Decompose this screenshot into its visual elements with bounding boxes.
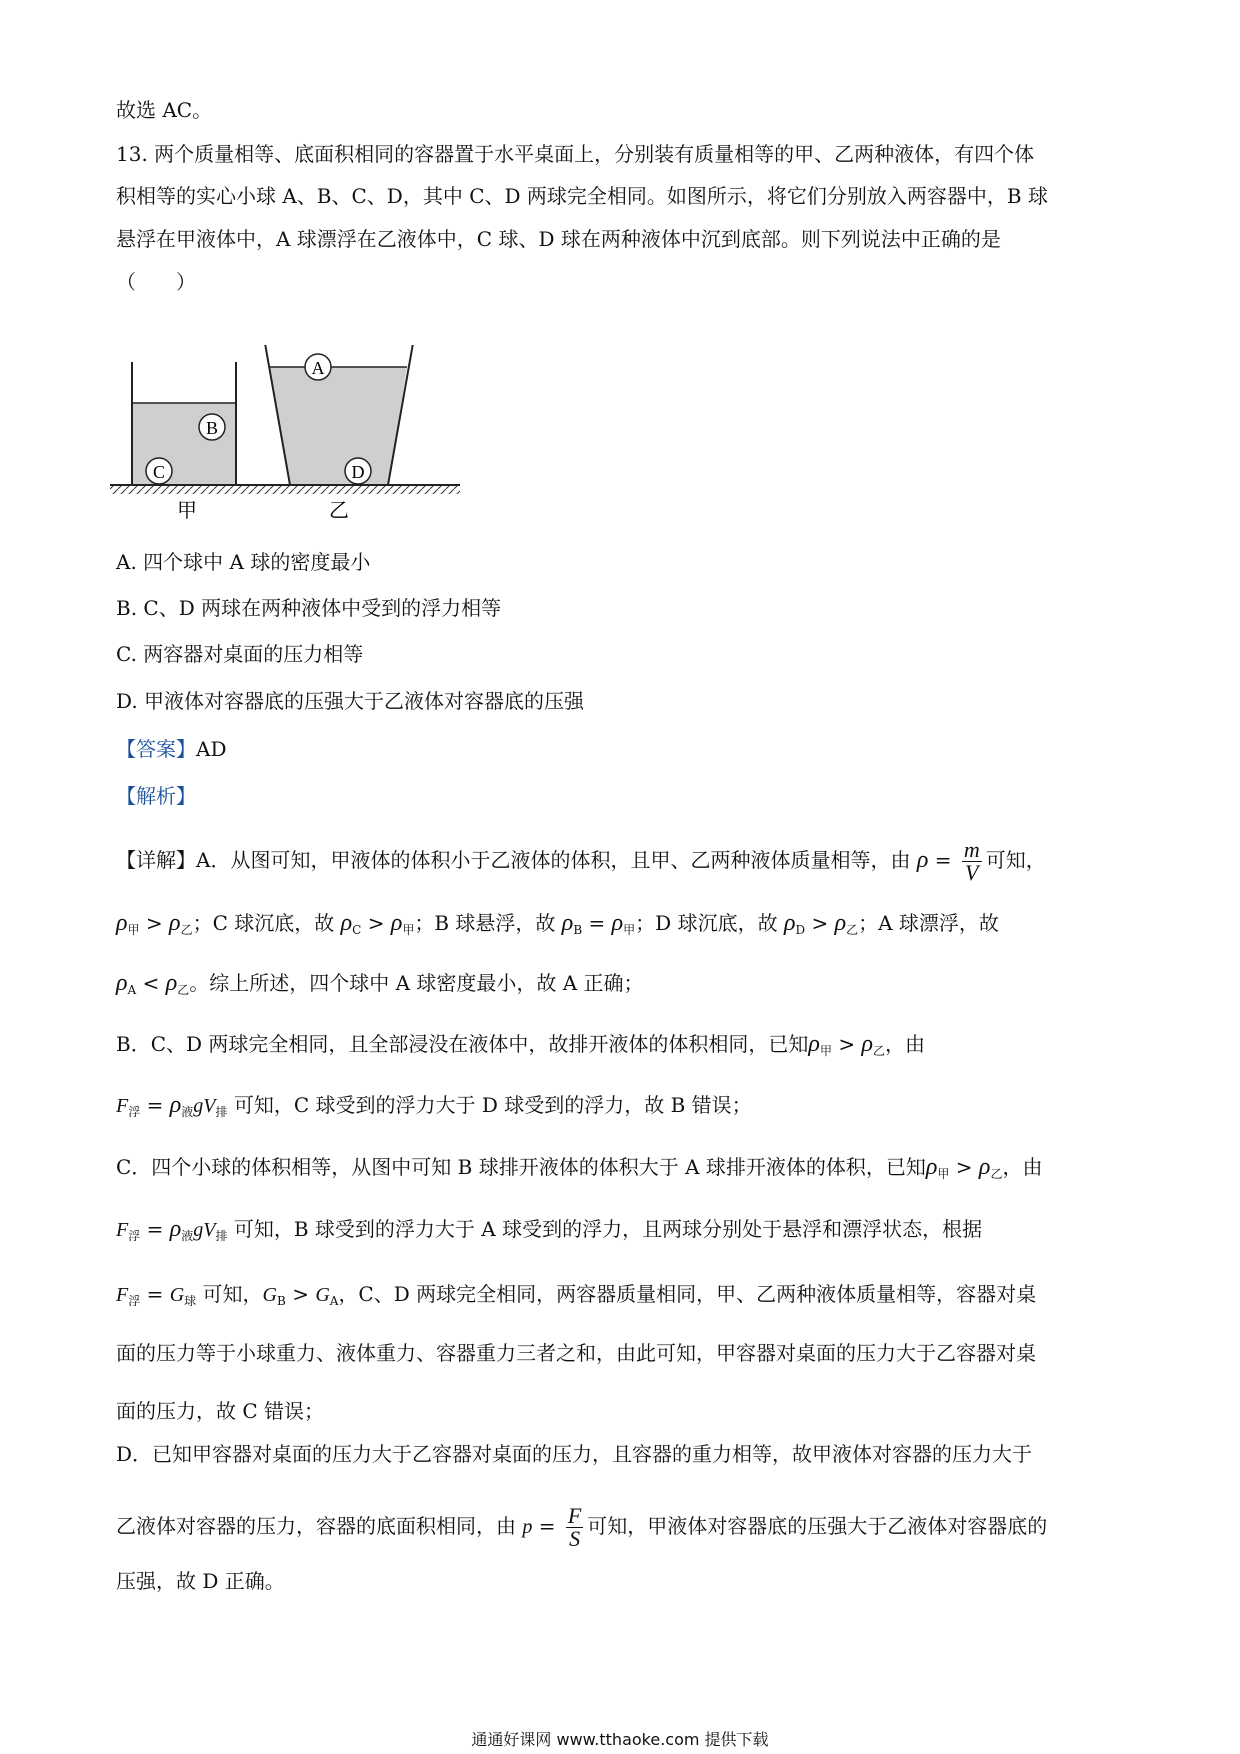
fraction-m-over-v: $\frac{m}{V}$ [963, 837, 980, 885]
answer-label: 【答案】 [116, 737, 196, 761]
detail-a-line-2: $\rho_甲 > \rho_乙$；C 球沉底，故 $\rho_C > \rho_甲$；B 球悬浮，故 $\rho_B = \rho_甲$；D 球沉底，故 $\rho_D > \rho_乙$；A 球漂浮，故 [116, 910, 999, 937]
detail-a-line-3: $\rho_A < \rho_乙$。综上所述，四个球中 A 球密度最小，故 A 正确； [116, 970, 644, 997]
question-line-4: （ ） [116, 270, 196, 294]
ball-b-label: B [205, 418, 219, 438]
ball-c-label: C [152, 462, 166, 482]
container-figure [110, 345, 470, 525]
detail-b-line-1: B．C、D 两球完全相同，且全部浸没在液体中，故排开液体的体积相同，已知$\rho_甲 > \rho_乙$，由 [116, 1031, 925, 1058]
ground-hatch [110, 486, 460, 494]
option-d: D. 甲液体对容器底的压强大于乙液体对容器底的压强 [116, 689, 585, 713]
fraction-f-over-s: $\frac{F}{S}$ [567, 1503, 582, 1551]
label-yi: 乙 [329, 498, 349, 522]
footer-source: 通通好课网 www.tthaoke.com 提供下载 [471, 1730, 769, 1749]
option-b: B. C、D 两球在两种液体中受到的浮力相等 [116, 596, 502, 620]
detail-d-line-1: D．已知甲容器对桌面的压力大于乙容器对桌面的压力，且容器的重力相等，故甲液体对容器的压力大于 [116, 1442, 1033, 1466]
detail-label: 【详解】 [116, 848, 196, 872]
detail-a-line-1: 【详解】A．从图可知，甲液体的体积小于乙液体的体积，且甲、乙两种液体质量相等，由 ρ = $\frac{m}{V}$ 可知， [116, 837, 1046, 885]
ball-a-label: A [311, 358, 325, 378]
detail-c-line-5: 面的压力，故 C 错误； [116, 1399, 325, 1423]
question-line-2: 积相等的实心小球 A、B、C、D，其中 C、D 两球完全相同。如图所示，将它们分别放入两容器中，B 球 [116, 184, 1048, 208]
ball-d-label: D [351, 462, 365, 482]
liquid-yi [269, 367, 407, 485]
answer-row [116, 736, 226, 762]
question-line-1: 13. 两个质量相等、底面积相同的容器置于水平桌面上，分别装有质量相等的甲、乙两种液体，有四个体 [116, 142, 1035, 166]
option-c: C. 两容器对桌面的压力相等 [116, 642, 364, 666]
detail-d-line-3: 压强，故 D 正确。 [116, 1569, 285, 1593]
question-line-3: 悬浮在甲液体中，A 球漂浮在乙液体中，C 球、D 球在两种液体中沉到底部。则下列说法中正确的是 [116, 227, 1001, 251]
option-a: A. 四个球中 A 球的密度最小 [116, 550, 371, 574]
label-jia: 甲 [177, 498, 197, 522]
detail-c-line-2: $F_浮 = \rho_液gV_排$ 可知，B 球受到的浮力大于 A 球受到的浮力，且两球分别处于悬浮和漂浮状态，根据 [116, 1216, 983, 1243]
answer-value: AD [196, 737, 227, 761]
detail-c-line-3: $F_浮 = G_球$ 可知，$G_B > G_A$，C、D 两球完全相同，两容器质量相同，甲、乙两种液体质量相等，容器对桌 [116, 1282, 1037, 1308]
detail-b-line-2: $F_浮 = \rho_液gV_排$ 可知，C 球受到的浮力大于 D 球受到的浮力，故 B 错误； [116, 1092, 752, 1119]
prev-answer: 故选 AC。 [116, 98, 213, 122]
analysis-label: 【解析】 [116, 784, 196, 808]
detail-d-line-2: 乙液体对容器的压力，容器的底面积相同，由 p = $\frac{F}{S}$ 可知，甲液体对容器底的压强大于乙液体对容器底的 [116, 1503, 1048, 1551]
detail-c-line-4: 面的压力等于小球重力、液体重力、容器重力三者之和，由此可知，甲容器对桌面的压力大于乙容器对桌 [116, 1341, 1036, 1365]
detail-c-line-1: C．四个小球的体积相等，从图中可知 B 球排开液体的体积大于 A 球排开液体的体积，已知$\rho_甲 > \rho_乙$，由 [116, 1154, 1043, 1181]
